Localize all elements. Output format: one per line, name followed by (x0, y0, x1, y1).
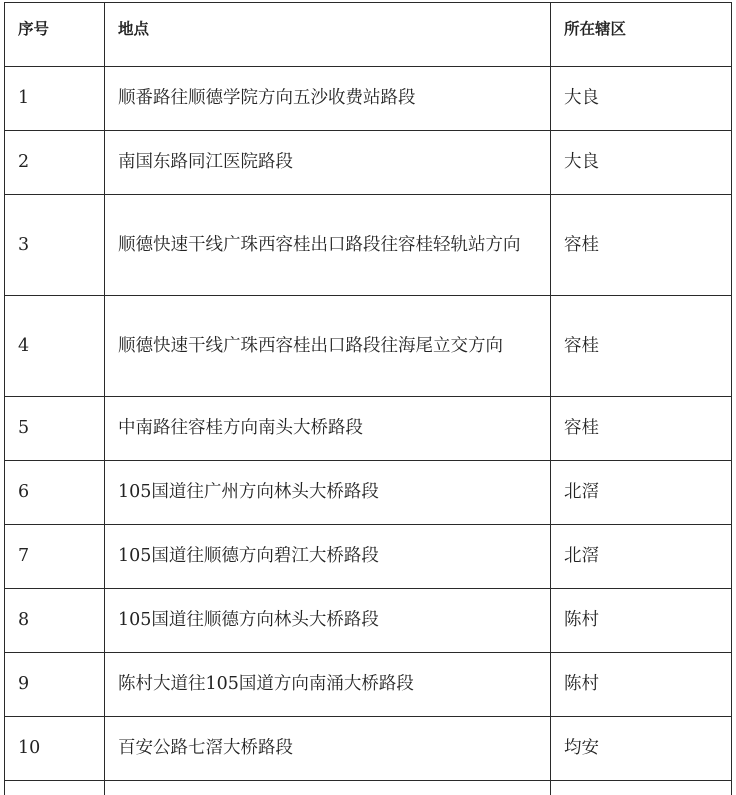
cell-district: 容桂 (551, 296, 732, 397)
cell-location: 105国道往广州方向林头大桥路段 (105, 461, 551, 525)
cell-location: 中南路往容桂方向南头大桥路段 (105, 397, 551, 461)
table-row-partial (5, 781, 732, 795)
table-row (5, 717, 732, 781)
cell-no: 2 (5, 131, 105, 195)
header-row (5, 3, 732, 67)
cell-district: 容桂 (551, 397, 732, 461)
table-row (5, 67, 732, 131)
table-row (5, 461, 732, 525)
table-row (5, 589, 732, 653)
cell-location: 顺德快速干线广珠西容桂出口路段往容桂轻轨站方向 (105, 195, 551, 296)
cell-location: 陈村大道往105国道方向南涌大桥路段 (105, 653, 551, 717)
cell-location: 顺番路往顺德学院方向五沙收费站路段 (105, 67, 551, 131)
cell-location: 105国道往顺德方向碧江大桥路段 (105, 525, 551, 589)
cell-location: 百安公路七滘大桥路段 (105, 717, 551, 781)
cell-no: 4 (5, 296, 105, 397)
data-table (4, 2, 732, 795)
cell-location: 南国东路同江医院路段 (105, 131, 551, 195)
header-no: 序号 (5, 3, 105, 67)
table-row (5, 653, 732, 717)
cell-district: 陈村 (551, 589, 732, 653)
cell-district: 大良 (551, 67, 732, 131)
cell-empty (5, 781, 105, 795)
cell-district: 容桂 (551, 195, 732, 296)
header-location: 地点 (105, 3, 551, 67)
cell-district: 北滘 (551, 461, 732, 525)
cell-no: 10 (5, 717, 105, 781)
cell-no: 7 (5, 525, 105, 589)
cell-no: 8 (5, 589, 105, 653)
header-district: 所在辖区 (551, 3, 732, 67)
cell-no: 6 (5, 461, 105, 525)
cell-empty (105, 781, 551, 795)
table-row (5, 131, 732, 195)
cell-district: 大良 (551, 131, 732, 195)
cell-location: 105国道往顺德方向林头大桥路段 (105, 589, 551, 653)
table-row (5, 296, 732, 397)
cell-no: 3 (5, 195, 105, 296)
cell-location: 顺德快速干线广珠西容桂出口路段往海尾立交方向 (105, 296, 551, 397)
table-row (5, 195, 732, 296)
cell-district: 北滘 (551, 525, 732, 589)
table-row (5, 397, 732, 461)
cell-empty (551, 781, 732, 795)
cell-district: 陈村 (551, 653, 732, 717)
cell-district: 均安 (551, 717, 732, 781)
cell-no: 1 (5, 67, 105, 131)
cell-no: 9 (5, 653, 105, 717)
cell-no: 5 (5, 397, 105, 461)
table-row (5, 525, 732, 589)
